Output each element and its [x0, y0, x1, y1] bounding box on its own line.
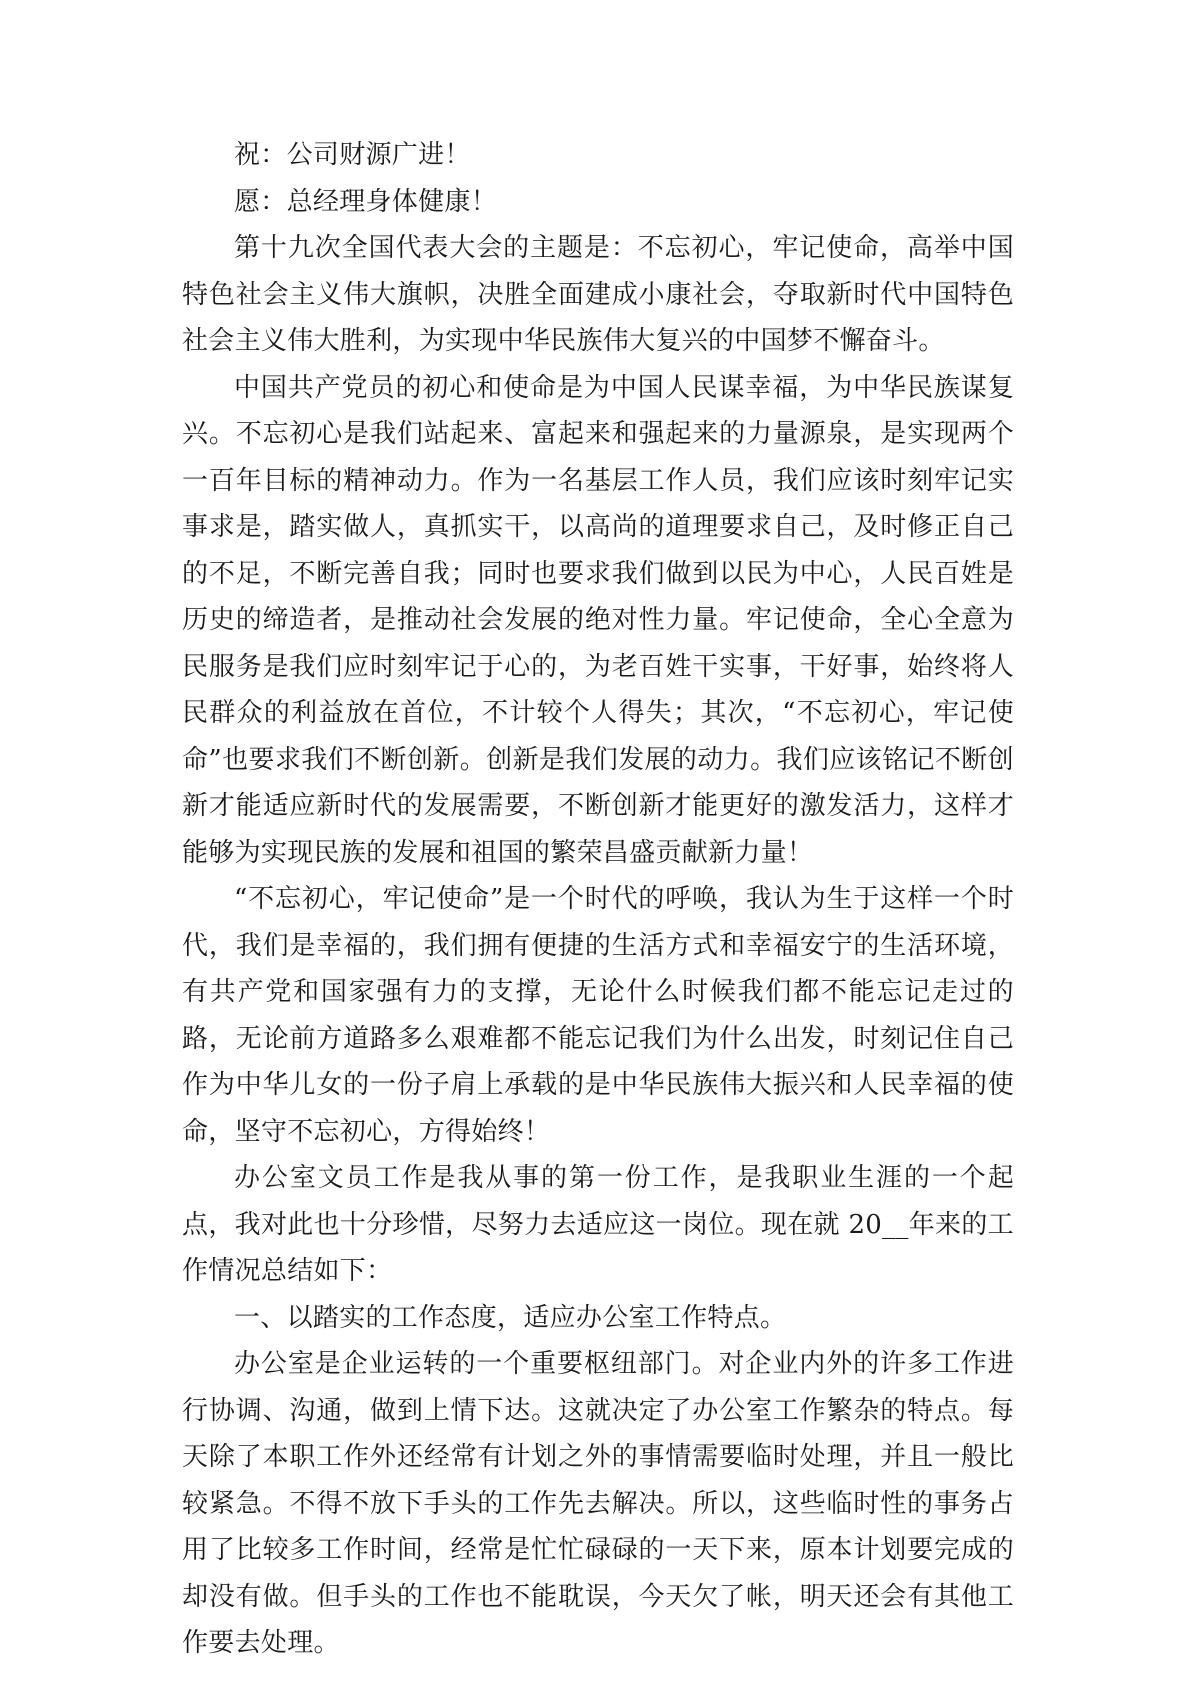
blessing-manager: 愿：总经理身体健康！ [234, 186, 498, 217]
paragraph-office-intro: 办公室文员工作是我从事的第一份工作，是我职业生涯的一个起点，我对此也十分珍惜，尽努力去适应这一岗位。现在就 20__年来的工作情况总结如下： [182, 1163, 1014, 1286]
blessing-company: 祝：公司财源广进！ [234, 140, 471, 170]
paragraph-office-role: 办公室是企业运转的一个重要枢纽部门。对企业内外的许多工作进行协调、沟通，做到上情下达。这就决定了办公室工作繁杂的特点。每天除了本职工作外还经常有计划之外的事情需要临时处理，并且一般比较紧急。不得不放下手头的工作先去解决。所以，这些临时性的事务占用了比较多工作时间，经常是忙忙碌碌的一天下来，原本计划要完成的却没有做。但手头的工作也不能耽误，今天欠了帐，明天还会有其他工作要去处理。 [182, 1349, 1014, 1658]
paragraph-original-aspiration: 中国共产党员的初心和使命是为中国人民谋幸福，为中华民族谋复兴。不忘初心是我们站起来、富起来和强起来的力量源泉，是实现两个一百年目标的精神动力。作为一名基层工作人员，我们应该时刻牢记实事求是，踏实做人，真抓实干，以高尚的道理要求自己，及时修正自己的不足，不断完善自我；同时也要求我们做到以民为中心，人民百姓是历史的缔造者，是推动社会发展的绝对性力量。牢记使命，全心全意为民服务是我们应时刻牢记于心的，为老百姓干实事，干好事，始终将人民群众的利益放在首位，不计较个人得失；其次，“不忘初心，牢记使命”也要求我们不断创新。创新是我们发展的动力。我们应该铭记不断创新才能适应新时代的发展需要，不断创新才能更好的激发活力，这样才能够为实现民族的发展和祖国的繁荣昌盛贡献新力量！ [182, 372, 1014, 868]
document-page [182, 132, 1014, 1667]
paragraph-era-call: “不忘初心，牢记使命”是一个时代的呼唤，我认为生于这样一个时代，我们是幸福的，我们拥有便捷的生活方式和幸福安宁的生活环境，有共产党和国家强有力的支撑，无论什么时候我们都不能忘记走过的路，无论前方道路多么艰难都不能忘记我们为什么出发，时刻记住自己作为中华儿女的一份子肩上承载的是中华民族伟大振兴和人民幸福的使命，坚守不忘初心，方得始终！ [182, 884, 1014, 1147]
paragraph-congress-theme: 第十九次全国代表大会的主题是：不忘初心，牢记使命，高举中国特色社会主义伟大旗帜，决胜全面建成小康社会，夺取新时代中国特色社会主义伟大胜利，为实现中华民族伟大复兴的中国梦不懈奋斗。 [182, 233, 1014, 356]
section-heading-1: 一、以踏实的工作态度，适应办公室工作特点。 [234, 1302, 787, 1333]
